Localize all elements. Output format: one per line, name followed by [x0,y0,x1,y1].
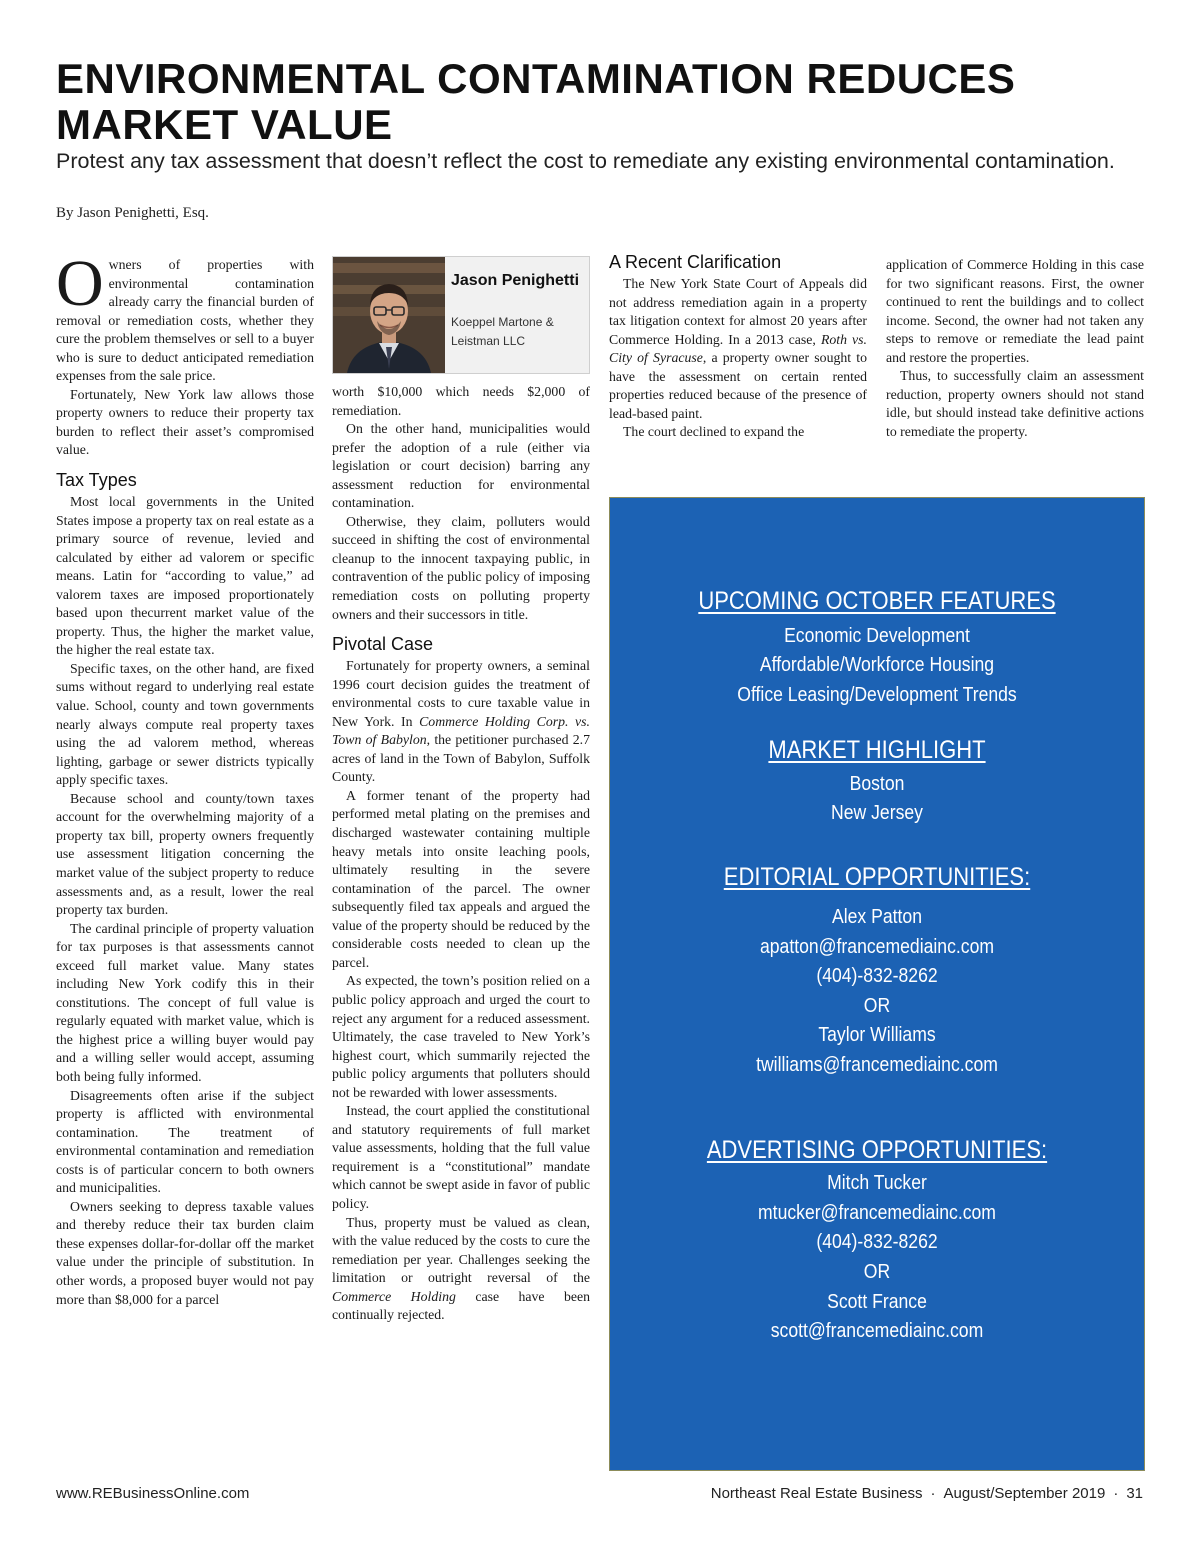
advertising-contact-phone: (404)-832-8262 [816,1231,938,1253]
author-portrait-image [333,257,445,373]
paragraph: Thus, to successfully claim an assessment reduction, property owners should not stand idle, but should instead take definitive actions to remediate the property. [886,368,1144,439]
author-box [332,256,590,374]
promo-box [609,497,1145,1471]
paragraph: Specific taxes, on the other hand, are fixed sums without regard to underlying real estate value. School, county and town governments nearly always compute real property taxes using the ad valorem method, whereas lighting, garbage or sewer districts typically apply specific taxes. [56,660,314,788]
section-heading-pivotal-case: Pivotal Case [332,634,434,655]
case-name: Commerce Holding Corp. vs. Town of Babylon [332,713,590,748]
paragraph: worth $10,000 which needs $2,000 of remediation. [332,384,590,418]
upcoming-item: Office Leasing/Development Trends [737,684,1017,706]
case-name: Roth vs. City of Syracuse [609,331,867,366]
footer-publication-info [711,1484,1143,1504]
paragraph: Instead, the court applied the constitutional and statutory requirements of full market value assessments, holding that the full value requirement is a “constitutional” mandate which cannot be swept aside in favor of public policy. [332,1103,590,1211]
paragraph-text: Thus, property must be valued as clean, with the value reduced by the costs to cure the remediation per year. Challenges seeking the limitation or outright reversal of the [332,1214,590,1286]
paragraph: Owners seeking to depress taxable values and thereby reduce their tax burden claim these expenses dollar-for-dollar off the market value under the principle of substitution. In other words, a proposed buyer would not pay more than $8,000 for a parcel [56,1198,314,1307]
market-highlight-heading: MARKET HIGHLIGHT [768,736,986,764]
paragraph: The cardinal principle of property valuation for tax purposes is that assessments cannot exceed full market value. Many states including New York codify this in their constitutions. The concept of full value is regularly equated with market value, which is the highest price a willing buyer would pay and a willing seller would accept, assuming both being fully informed. [56,920,314,1084]
advertising-or: OR [863,1261,891,1283]
footer-separator: · [930,1485,936,1502]
upcoming-features-heading: UPCOMING OCTOBER FEATURES [698,587,1056,615]
section-heading-recent-clarification: A Recent Clarification [609,252,782,272]
paragraph [56,247,314,386]
paragraph: On the other hand, municipalities would prefer the adoption of a rule (either via legislation or court decision) barring any assessment reduction for environmental contamination. [332,421,590,511]
advertising-contact-email[interactable]: scott@francemediainc.com [770,1320,984,1342]
editorial-opportunities-heading: EDITORIAL OPPORTUNITIES: [723,863,1031,891]
paragraph-text: case have been continually rejected. [332,1288,590,1323]
footer-issue: August/September 2019 [943,1485,1106,1502]
footer-page-number: 31 [1126,1485,1143,1502]
editorial-contact-email[interactable]: apatton@francemediainc.com [759,936,995,958]
editorial-contact-email[interactable]: twilliams@francemediainc.com [756,1054,998,1076]
market-item: New Jersey [831,802,923,824]
paragraph: Otherwise, they claim, polluters would succeed in shifting the cost of environmental cleanup to the innocent taxpaying public, in contravention of the public policy of imposing remediation costs on polluting property owners and their successors in title. [332,513,590,622]
advertising-contact-email[interactable]: mtucker@francemediainc.com [758,1202,996,1224]
paragraph: As expected, the town’s position relied on a public policy approach and urged the court to reject any argument for a reduced assessment. Ultimately, the case traveled to New York’s highest court, which summarily rejected the public policy arguments that polluters should not be rewarded with lower assessments. [332,973,590,1100]
footer-publication: Northeast Real Estate Business [710,1485,923,1502]
editorial-contact-name: Alex Patton [831,906,923,928]
paragraph [609,275,867,423]
paragraph: The court declined to expand the [623,424,805,440]
paragraph: Because school and county/town taxes account for the overwhelming majority of a property tax bill, property owners frequently use assessment litigation concerning the market value of the subject property to reduce assessments and, as a result, lower the real property tax burden. [56,790,314,918]
paragraph: Most local governments in the United States impose a property tax on real estate as a primary source of revenue, levied and calculated by either ad valorem or specific means. Latin for “according to value,” ad valorem taxes are imposed proportionately based upon thecurrent market value of the property. Thus, the higher the market value, the higher the real estate tax. [56,494,314,658]
editorial-or: OR [863,995,891,1017]
deck: Protest any tax assessment that doesn’t reflect the cost to remediate any existing environmental contamination. [56,149,1115,173]
paragraph [332,1214,590,1325]
author-name: Jason Penighetti [451,272,580,289]
author-firm: Koeppel Martone & Leistman LLC [451,315,554,348]
paragraph: Fortunately, New York law allows those property owners to reduce their property tax burden to reflect their asset’s compromised value. [56,386,314,458]
market-item: Boston [849,773,905,795]
footer-website[interactable]: www.REBusinessOnline.com [56,1485,250,1502]
paragraph [332,657,590,787]
author-portrait [333,257,445,373]
column-1 [56,247,314,1309]
paragraph-text: Fortunately for property owners, a seminal 1996 court decision guides the treatment of environmental costs to cure taxable value in New York. In [332,658,590,729]
upcoming-item: Affordable/Workforce Housing [759,654,995,676]
editorial-contact-name: Taylor Williams [818,1024,936,1046]
paragraph-text: The New York State Court of Appeals did not address remediation again in a property tax litigation context for almost 20 years after Commerce Holding. In a 2013 case, [609,276,867,347]
footer-separator: · [1113,1485,1119,1502]
advertising-contact-name: Mitch Tucker [827,1172,927,1194]
drop-cap: O [56,247,104,320]
byline: By Jason Penighetti, Esq. [56,205,209,221]
upcoming-item: Economic Development [784,625,970,647]
advertising-contact-name: Scott France [827,1291,927,1313]
advertising-opportunities-heading: ADVERTISING OPPORTUNITIES: [706,1136,1048,1164]
headline: ENVIRONMENTAL CONTAMINATION REDUCES MARKET VALUE [56,55,1016,148]
paragraph: Disagreements often arise if the subject property is afflicted with environmental contamination. The treatment of environmental contamination and remediation costs is of particular concern to both owners and municipalities. [56,1087,314,1196]
column-2 [332,383,590,1325]
case-name: Commerce Holding [332,1288,456,1304]
paragraph-text: , the petitioner purchased 2.7 acres of land in the Town of Babylon, Suffolk County. [332,732,590,785]
section-heading-tax-types: Tax Types [56,470,137,491]
editorial-contact-phone: (404)-832-8262 [816,965,938,987]
column-4 [886,256,1144,441]
paragraph-text: , a property owner sought to have the assessment on certain rented properties reduced because of the presence of lead-based paint. [609,350,867,421]
paragraph-text: wners of properties with environmental contamination already carry the financial burden of removal or remediation costs, whether they cure the problem themselves or sell to a buyer who is sure to deduct anticipated remediation expenses from the sale price. [56,257,314,384]
paragraph: application of Commerce Holding in this case for two significant reasons. First, the owner continued to rent the buildings and to collect income. Second, the owner had not taken any steps to remove or remediate the lead paint and restore the properties. [886,257,1144,365]
column-3 [609,252,867,442]
paragraph: A former tenant of the property had performed metal plating on the premises and discharged wastewater containing multiple heavy metals into onsite leaching pools, ultimately resulting in the severe contamination of the parcel. The owner subsequently filed tax appeals and argued the value of the property should be reduced by the considerable costs needed to clean up the parcel. [332,787,590,970]
